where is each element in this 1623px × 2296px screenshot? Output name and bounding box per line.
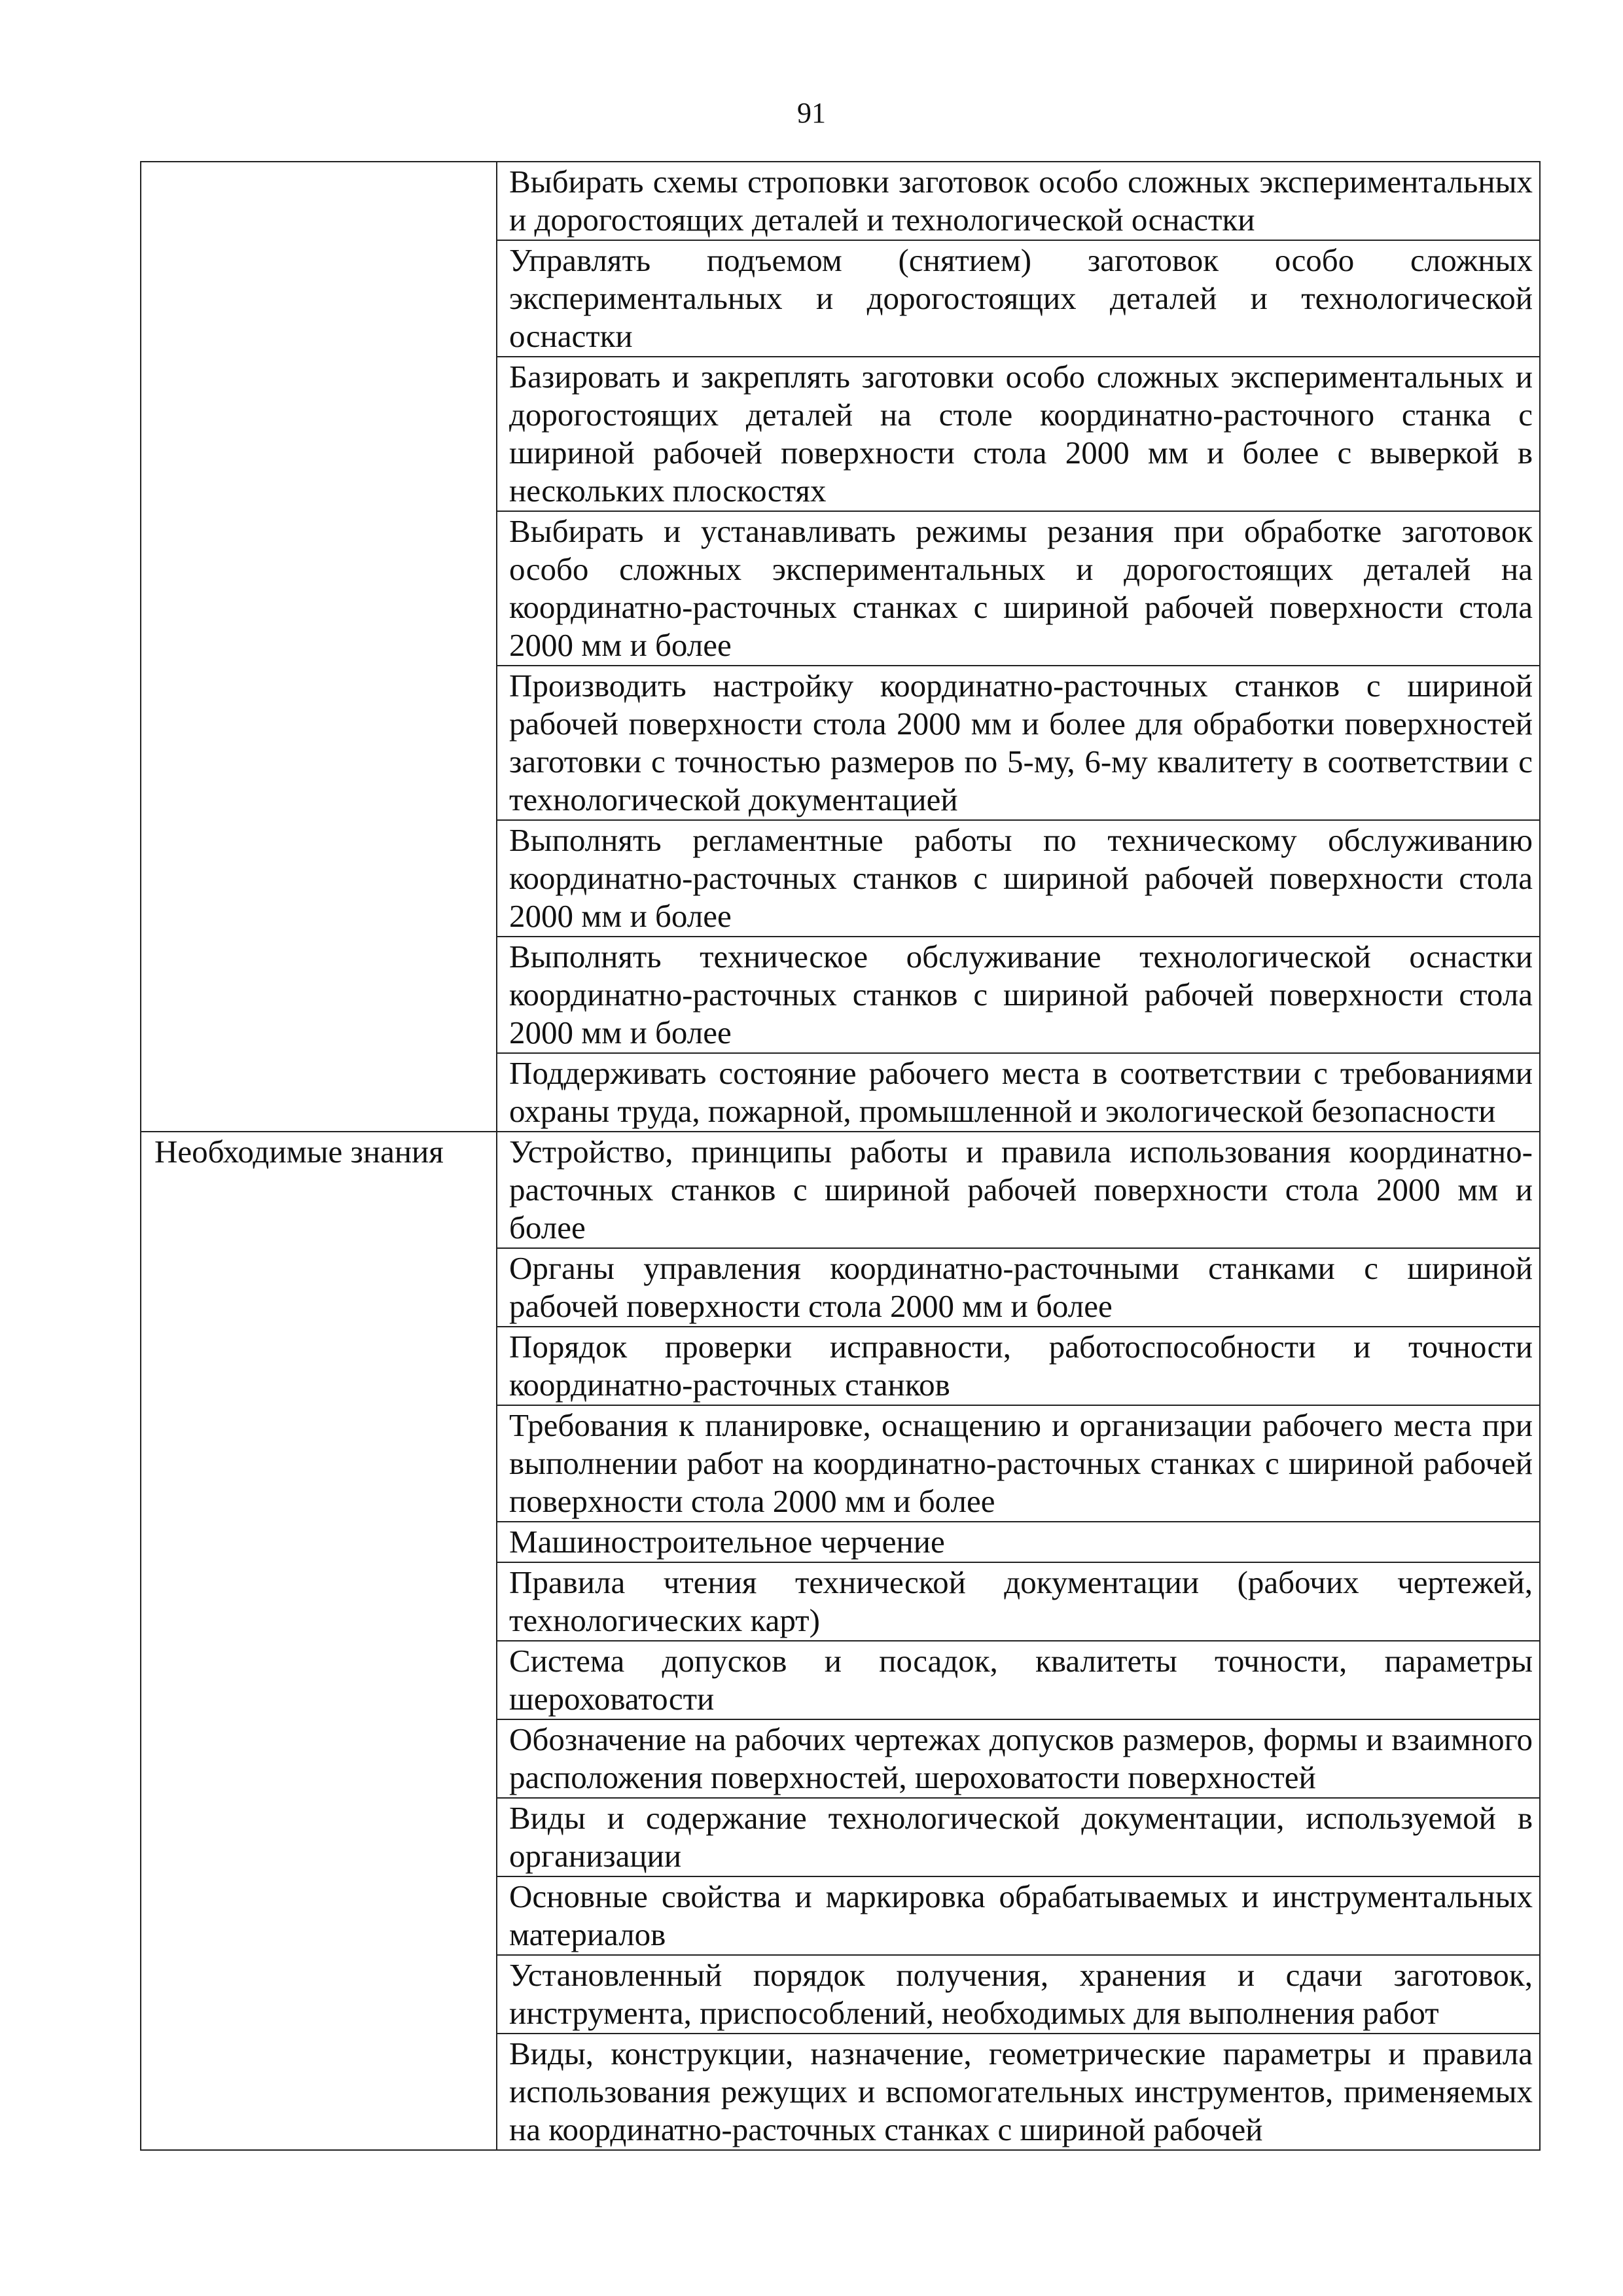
knowledge-label-cell: Необходимые знания <box>141 1132 497 2150</box>
knowledge-item: Органы управления координатно-расточными станками с шириной рабочей поверхности стола 2000 мм и более <box>497 1248 1540 1327</box>
skills-label-cell <box>141 162 497 1132</box>
knowledge-item: Требования к планировке, оснащению и организации рабочего места при выполнении работ на координатно-расточных станках с шириной рабочей поверхности стола 2000 мм и более <box>497 1405 1540 1522</box>
knowledge-item: Установленный порядок получения, хранения и сдачи заготовок, инструмента, приспособлений, необходимых для выполнения работ <box>497 1955 1540 2034</box>
skill-item: Управлять подъемом (снятием) заготовок особо сложных экспериментальных и дорогостоящих деталей и технологической оснастки <box>497 240 1540 357</box>
skill-item: Выполнять регламентные работы по техническому обслуживанию координатно-расточных станков с шириной рабочей поверхности стола 2000 мм и более <box>497 820 1540 937</box>
page-number: 91 <box>797 97 826 129</box>
knowledge-item: Система допусков и посадок, квалитеты точности, параметры шероховатости <box>497 1641 1540 1719</box>
competency-table <box>140 161 1541 2151</box>
skill-item: Выполнять техническое обслуживание технологической оснастки координатно-расточных станков с шириной рабочей поверхности стола 2000 мм и более <box>497 937 1540 1053</box>
skill-item: Базировать и закреплять заготовки особо сложных экспериментальных и дорогостоящих деталей на столе координатно-расточного станка с шириной рабочей поверхности стола 2000 мм и более с выверкой в нескольких плоскостях <box>497 357 1540 511</box>
table-row <box>141 1132 1540 1248</box>
skill-item: Выбирать схемы строповки заготовок особо сложных экспериментальных и дорогостоящих деталей и технологической оснастки <box>497 162 1540 240</box>
table-row <box>141 162 1540 240</box>
knowledge-item: Машиностроительное черчение <box>497 1522 1540 1562</box>
knowledge-item: Обозначение на рабочих чертежах допусков размеров, формы и взаимного расположения поверхностей, шероховатости поверхностей <box>497 1719 1540 1798</box>
knowledge-item: Основные свойства и маркировка обрабатываемых и инструментальных материалов <box>497 1876 1540 1955</box>
skill-item: Поддерживать состояние рабочего места в соответствии с требованиями охраны труда, пожарной, промышленной и экологической безопасности <box>497 1053 1540 1132</box>
knowledge-item: Виды, конструкции, назначение, геометрические параметры и правила использования режущих и вспомогательных инструментов, применяемых на координатно-расточных станках с шириной рабочей <box>497 2034 1540 2150</box>
skill-item: Выбирать и устанавливать режимы резания при обработке заготовок особо сложных экспериментальных и дорогостоящих деталей на координатно-расточных станках с шириной рабочей поверхности стола 2000 мм и более <box>497 511 1540 666</box>
knowledge-item: Порядок проверки исправности, работоспособности и точности координатно-расточных станков <box>497 1327 1540 1405</box>
knowledge-item: Виды и содержание технологической документации, используемой в организации <box>497 1798 1540 1876</box>
knowledge-item: Устройство, принципы работы и правила использования координатно-расточных станков с шириной рабочей поверхности стола 2000 мм и более <box>497 1132 1540 1248</box>
knowledge-item: Правила чтения технической документации (рабочих чертежей, технологических карт) <box>497 1562 1540 1641</box>
skill-item: Производить настройку координатно-расточных станков с шириной рабочей поверхности стола 2000 мм и более для обработки поверхностей заготовки с точностью размеров по 5-му, 6-му квалитету в соответствии с технологической документацией <box>497 666 1540 820</box>
